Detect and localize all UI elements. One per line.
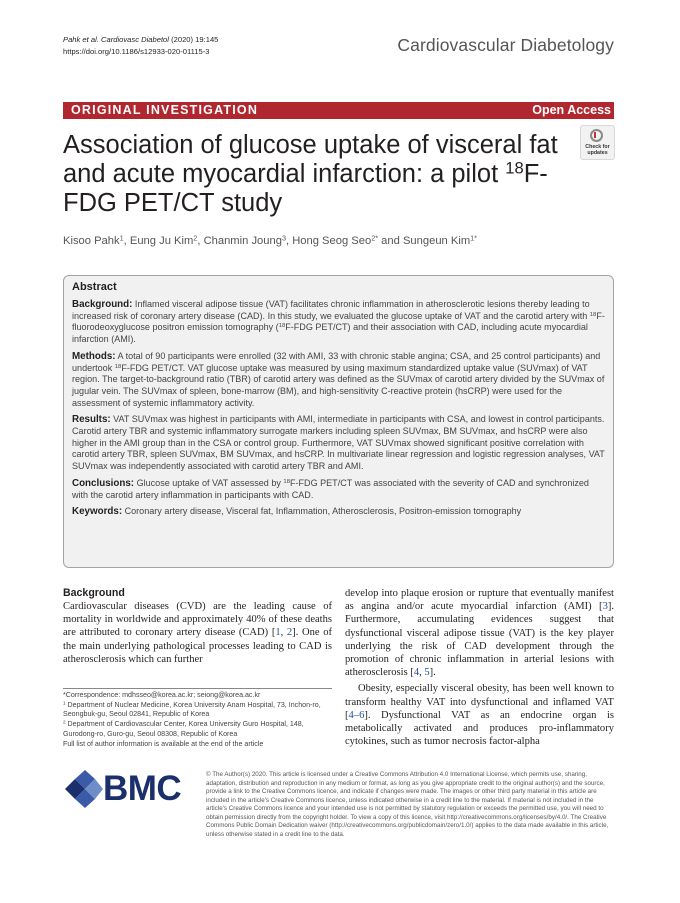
article-title [63,131,583,218]
body-text: develop into plaque erosion or rupture that eventually manifest as angina and/or acute myocardial infarction (AMI) [ [345,588,614,613]
citation-link[interactable]: 2 [286,627,293,639]
affiliation-text: Department of Cardiovascular Center, Korea University Guro Hospital, 148, Gurodong-ro, Guro-gu, Seoul 08308, Republic of Korea [63,720,304,738]
body-text: ]. One of the main underlying pathological processes leading to CAD is atherosclerosis which can further [63,627,332,665]
title-sup: 18 [505,158,524,178]
author-separator: , [123,235,130,247]
abstract-methods [72,351,607,410]
author-name: Kisoo Pahk [63,235,120,247]
bmc-logo-icon [63,770,103,808]
body-column-left [63,587,332,666]
author-separator: , [197,235,204,247]
article-type-banner [63,102,614,119]
citation-link[interactable]: 3 [602,601,608,613]
check-updates-label [581,144,614,156]
author-affiliation: 1* [470,233,478,243]
abstract-background-text: F-FDG PET/CT) and their association with CAD, including acute myocardial infarction (AMI). [72,322,588,345]
article-type-label: ORIGINAL INVESTIGATION [71,103,259,117]
abstract-conclusions-label: Conclusions: [72,477,135,489]
affiliation-sup: 1 [63,700,66,706]
abstract-conclusions [72,478,607,501]
author-affiliation: 2 [193,233,198,243]
author-name: Hong Seog Seo [292,235,372,247]
open-access-label: Open Access [532,103,611,117]
body-text: ]. Furthermore, accumulating evidences suggest that dysfunctional visceral adipose tissue (VAT) is the key player underlying the risk of CAD development through the promotion of chronic inflammation in arterial lesions with atherosclerosis [ [345,601,614,679]
abstract-background [72,299,607,346]
abstract-background-text: Inflamed visceral adipose tissue (VAT) facilitates chronic inflammation in atherosclerotic lesions thereby leading to increased risk of coronary artery disease (CAD). In this study, we evaluated the glucose uptake of VAT and the carotid artery with [72,299,590,321]
body-text: , [419,667,425,679]
body-text: Cardiovascular diseases (CVD) are the leading cause of mortality in worldwide and approximately 40% of these deaths are attributed to coronary artery disease (CAD) [ [63,601,332,639]
check-for-updates-button[interactable] [580,125,615,160]
abstract-sup: 18 [283,478,290,485]
section-heading-background: Background [63,587,125,599]
abstract-background-text: F-fluorodeoxyglucose positron emission tomography ( [72,310,605,333]
author-separator: and [378,235,403,247]
body-paragraph [345,682,614,748]
body-text: Obesity, especially visceral obesity, has been well known to transform healthy VAT into dysfunctional and inflamed VAT [ [345,683,614,721]
affiliation-sup: 2 [63,719,66,725]
citation-link[interactable]: 5 [424,667,430,679]
body-text: , [280,627,287,639]
abstract-results-label: Results: [72,414,111,426]
abstract-keywords-label: Keywords: [72,506,123,518]
abstract-box [63,275,614,568]
citation-header [63,34,218,57]
citation-link[interactable]: 1 [275,627,281,639]
abstract-conclusions-text: F-FDG PET/CT was associated with the severity of CAD and synchronized with the carotid artery inflammation in participants with CAD. [72,477,589,500]
body-text: ]. Dysfunctional VAT as an endocrine organ is metabolically activated and produces pro-inflammatory cytokines, such as tumor necrosis factor-alpha [345,709,614,748]
abstract-background-label: Background: [72,299,133,310]
bmc-logo-text: BMC [103,769,182,808]
citation-journal: Cardiovasc Diabetol [101,35,169,44]
citation-link[interactable]: 4 [413,667,420,679]
author-separator: , [285,235,293,247]
title-part1: Association of glucose uptake of visceral fat and acute myocardial infarction: a pilot [63,131,558,188]
abstract-results [72,414,607,473]
abstract-sup: 18 [589,311,597,318]
doi-link[interactable]: https://doi.org/10.1186/s12933-020-01115-3 [63,46,210,56]
license-text: © The Author(s) 2020. This article is licensed under a Creative Commons Attribution 4.0 International License, which permits use, sharing, adaptation, distribution and reproduction in any medium or format, as long as you give appropriate credit to the original author(s) and the source, provide a link to the Creative Commons licence, and indicate if changes were made. The images or other third party material in this article are included in the article's Creative Commons licence, unless indicated otherwise in a credit line to the material. If material is not included in the article's Creative Commons licence and your intended use is not permitted by statutory regulation or exceeds the permitted use, you will need to obtain permission directly from the copyright holder. To view a copy of this licence, visit http://creativecommons.org/licenses/by/4.0/. The Creative Commons Public Domain Dedication waiver (http://creativecommons.org/publicdomain/zero/1.0/) applies to the data made available in this article, unless otherwise stated in a credit line to the data. [206,771,609,838]
author-affiliation: 3 [281,233,286,243]
full-list-note: Full list of author information is available at the end of the article [63,739,264,748]
author-name: Sungeun Kim [402,235,471,247]
abstract-heading: Abstract [72,281,117,293]
check-updates-line1: Check for [585,144,610,150]
author-name: Eung Ju Kim [129,235,194,247]
citation-authors: Pahk et al. [63,35,99,44]
author-list [63,235,477,247]
abstract-keywords-text: Coronary artery disease, Visceral fat, Inflammation, Atherosclerosis, Positron-emission tomography [122,506,522,517]
bmc-logo [63,770,193,808]
abstract-sup: 18 [278,323,286,330]
affiliation-2 [63,720,335,739]
abstract-sup: 18 [114,363,122,370]
footnotes [63,691,335,749]
abstract-keywords [72,506,607,518]
abstract-methods-text: F-FDG PET/CT. VAT glucose uptake was measured by using maximum standardized uptake value (SUVmax) of VAT region. The target-to-background ratio (TBR) of carotid artery was defined as the SUVmax of carotid artery divided by the SUVmax of jugular vein. The SUVmax of spleen, bone-marrow (BM), and high-sensitivity C-reactive protein (hsCRP) were used for the assessment of systemic inflammatory activity. [72,362,605,408]
citation-link[interactable]: 4–6 [348,709,365,721]
affiliation-text: Department of Nuclear Medicine, Korea University Anam Hospital, 73, Inchon-ro, Seongbuk-gu, Seoul 02841, Republic of Korea [63,700,321,719]
journal-name: Cardiovascular Diabetology [397,35,614,55]
body-paragraph [345,587,614,679]
title-part2: F-FDG PET/CT study [63,160,548,217]
body-column-right [345,587,614,748]
footnote-divider [63,688,332,689]
abstract-methods-text: A total of 90 participants were enrolled (32 with AMI, 33 with chronic stable angina; CSA, and 25 control participants) and undertook [72,350,601,373]
check-updates-icon [590,129,603,142]
abstract-conclusions-text: Glucose uptake of VAT assessed by [134,477,284,488]
citation-volume: (2020) 19:145 [171,35,219,44]
abstract-results-text: VAT SUVmax was highest in participants with AMI, intermediate in participants with CSA, and lowest in control participants. Carotid artery TBR and systemic inflammatory surrogate markers including spleen SUVmax, BM SUVmax, and hsCRP were also higher in the AMI group than in the CSA or control group. Furthermore, VAT SUVmax showed significant positive correlation with carotid artery TBR, spleen SUVmax, BM SUVmax, and hsCRP. In multivariate linear regression and logistic regression analyses, VAT SUVmax was independently associated with carotid artery TBR and AMI. [72,414,605,472]
check-updates-line2: updates [587,150,608,156]
abstract-methods-label: Methods: [72,350,116,362]
author-affiliation: 1 [119,233,124,243]
correspondence: *Correspondence: mdhsseo@korea.ac.kr; seiong@korea.ac.kr [63,691,261,699]
body-text: ]. [429,667,436,679]
body-paragraph [63,600,332,666]
affiliation-1 [63,701,335,720]
author-name: Chanmin Joung [203,235,282,247]
author-affiliation: 2* [371,233,379,243]
